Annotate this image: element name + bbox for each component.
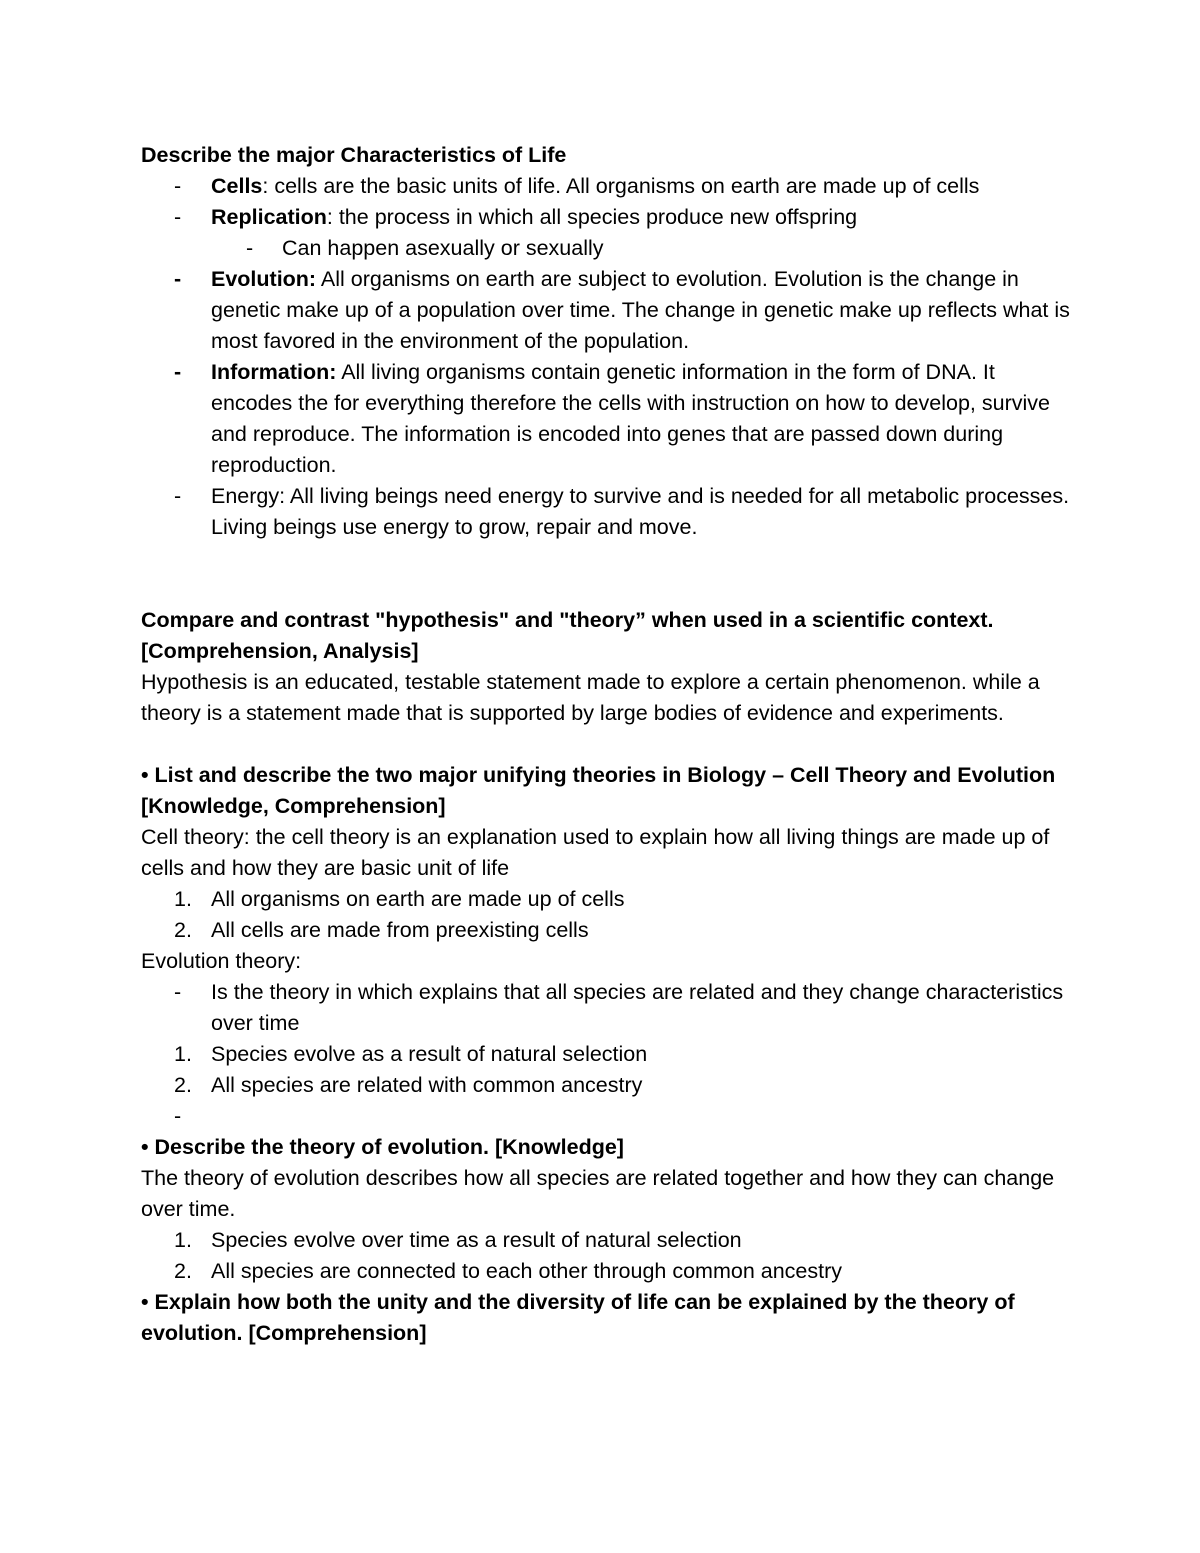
section4-body: The theory of evolution describes how all species are related together and how they can change over time. — [141, 1166, 1055, 1221]
replication-sub-list — [141, 233, 1076, 264]
section2-body: Hypothesis is an educated, testable statement made to explore a certain phenomenon. while a theory is a statement made that is supported by large bodies of evidence and experiments. — [141, 670, 1040, 725]
list-item-evolution — [141, 264, 1076, 357]
text-replication: : the process in which all species produce new offspring — [326, 205, 858, 229]
list-item-replication — [141, 202, 1076, 233]
dash-marker: - — [174, 360, 182, 384]
spacer — [141, 729, 1076, 760]
text-asexual: Can happen asexually or sexually — [282, 236, 604, 260]
section1-heading: Describe the major Characteristics of Life — [141, 143, 567, 167]
list-item — [141, 915, 1076, 946]
list-item-text: All cells are made from preexisting cells — [211, 918, 589, 942]
dash-marker: - — [174, 174, 182, 198]
evolution-theory-intro: Evolution theory: — [141, 949, 302, 973]
text-energy: Energy: All living beings need energy to survive and is needed for all metabolic processes. Living beings use energy to grow, repair and move. — [211, 484, 1070, 539]
number-marker: 1. — [174, 1228, 192, 1252]
document-page — [141, 140, 1076, 1349]
list-item-information — [141, 357, 1076, 481]
term-cells: Cells — [211, 174, 263, 198]
section4-list — [141, 1225, 1076, 1287]
dash-marker: - — [174, 980, 182, 1004]
term-evolution: Evolution: — [211, 267, 317, 291]
list-item — [141, 977, 1076, 1039]
number-marker: 2. — [174, 918, 192, 942]
list-item-energy — [141, 481, 1076, 543]
characteristics-list-continued — [141, 264, 1076, 543]
dash-marker: - — [246, 236, 254, 260]
section4-heading: • Describe the theory of evolution. [Knowledge] — [141, 1135, 624, 1159]
spacer — [141, 543, 1076, 605]
evolution-dash-list — [141, 977, 1076, 1039]
number-marker: 2. — [174, 1259, 192, 1283]
term-information: Information: — [211, 360, 337, 384]
term-replication: Replication — [211, 205, 327, 229]
list-item-text: All species are connected to each other through common ancestry — [211, 1259, 843, 1283]
cell-theory-list — [141, 884, 1076, 946]
list-item — [141, 1256, 1076, 1287]
text-evolution: All organisms on earth are subject to evolution. Evolution is the change in genetic make up of a population over time. The change in genetic make up reflects what is most favored in the environment of the population. — [211, 267, 1070, 353]
list-item-text: Species evolve over time as a result of natural selection — [211, 1228, 742, 1252]
evolution-theory-list — [141, 1039, 1076, 1101]
list-item-text: Species evolve as a result of natural selection — [211, 1042, 648, 1066]
text-information: All living organisms contain genetic information in the form of DNA. It encodes the for everything therefore the cells with instruction on how to develop, survive and reproduce. The information is encoded into genes that are passed down during reproduction. — [211, 360, 1050, 477]
section2-heading: Compare and contrast "hypothesis" and "theory” when used in a scientific context. [Comprehension, Analysis] — [141, 608, 994, 663]
list-item — [141, 1039, 1076, 1070]
list-item-text: All organisms on earth are made up of cells — [211, 887, 625, 911]
list-item — [141, 1070, 1076, 1101]
characteristics-list — [141, 171, 1076, 233]
list-item-asexual — [141, 233, 1076, 264]
cell-theory-intro: Cell theory: the cell theory is an explanation used to explain how all living things are made up of cells and how they are basic unit of life — [141, 825, 1050, 880]
section5-heading: • Explain how both the unity and the diversity of life can be explained by the theory of evolution. [Comprehension] — [141, 1290, 1015, 1345]
number-marker: 2. — [174, 1073, 192, 1097]
list-item-cells — [141, 171, 1076, 202]
section3-heading: • List and describe the two major unifying theories in Biology – Cell Theory and Evolution [Knowledge, Comprehension] — [141, 763, 1056, 818]
list-item-text: All species are related with common ancestry — [211, 1073, 643, 1097]
empty-dash-list — [141, 1101, 1076, 1132]
list-item-text: Is the theory in which explains that all species are related and they change characteristics over time — [211, 980, 1064, 1035]
list-item — [141, 1225, 1076, 1256]
number-marker: 1. — [174, 887, 192, 911]
text-cells: : cells are the basic units of life. All organisms on earth are made up of cells — [262, 174, 980, 198]
list-item — [141, 1101, 1076, 1132]
list-item — [141, 884, 1076, 915]
dash-marker: - — [174, 484, 182, 508]
number-marker: 1. — [174, 1042, 192, 1066]
dash-marker: - — [174, 267, 182, 291]
dash-marker: - — [174, 1104, 182, 1128]
dash-marker: - — [174, 205, 182, 229]
